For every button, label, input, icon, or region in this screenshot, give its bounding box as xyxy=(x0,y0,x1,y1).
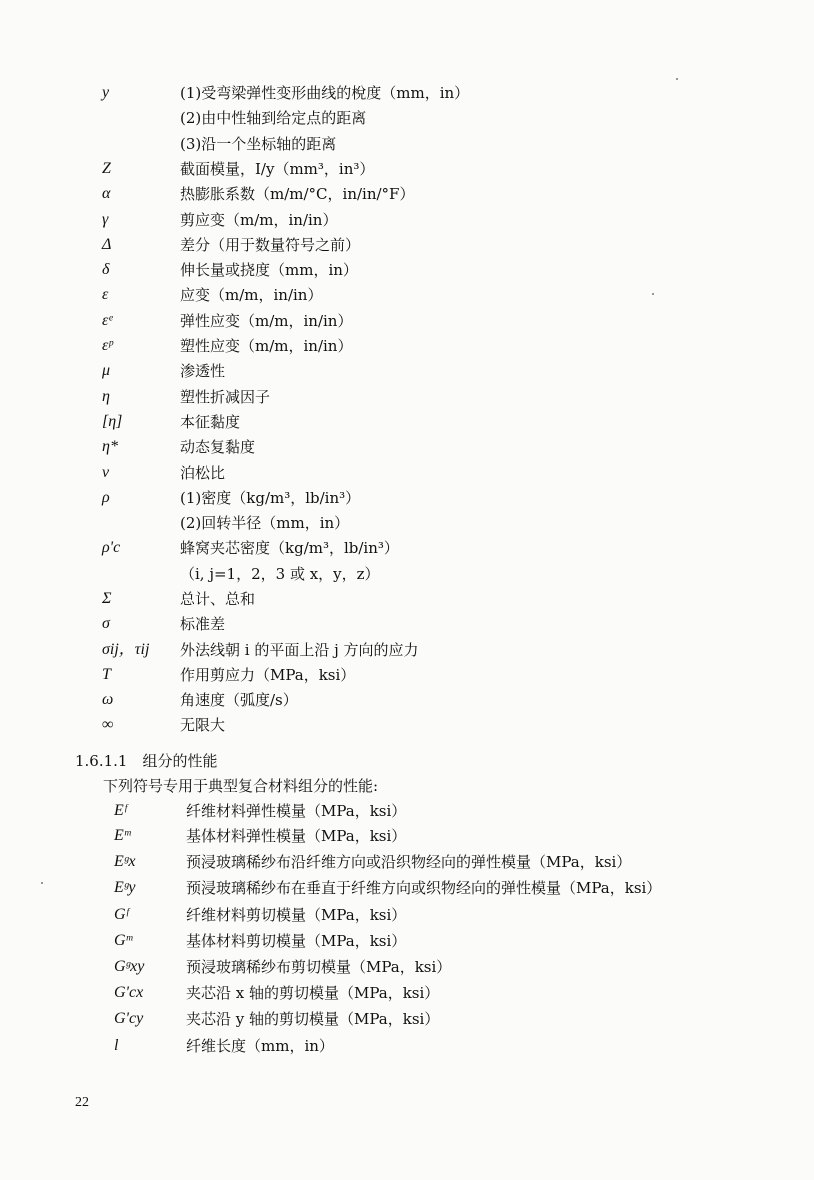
section-heading: 1.6.1.1 组分的性能 xyxy=(75,752,218,770)
symbol-description: 外法线朝 i 的平面上沿 j 方向的应力 xyxy=(180,641,419,659)
component-description: 基体材料剪切模量（MPa，ksi） xyxy=(186,932,407,950)
symbol-description: 泊松比 xyxy=(180,464,226,482)
page-number: 22 xyxy=(75,1095,89,1110)
symbol: Σ xyxy=(102,590,112,607)
component-symbol: Eᵍx xyxy=(114,853,136,870)
symbol: y xyxy=(102,84,110,101)
symbol: ν xyxy=(102,464,110,481)
component-description: 预浸玻璃稀纱布沿纤维方向或沿织物经向的弹性模量（MPa，ksi） xyxy=(186,853,632,871)
symbol-description: 作用剪应力（MPa，ksi） xyxy=(180,666,356,684)
component-symbol: Eᵐ xyxy=(114,827,131,844)
component-description: 预浸玻璃稀纱布剪切模量（MPa，ksi） xyxy=(186,958,452,976)
symbol: εᵉ xyxy=(102,312,113,329)
component-description: 夹芯沿 y 轴的剪切模量（MPa，ksi） xyxy=(186,1010,440,1028)
component-symbol: G'cx xyxy=(114,984,144,1001)
symbol: ω xyxy=(102,691,114,708)
symbol-description: 总计、总和 xyxy=(180,590,256,608)
symbol: [η] xyxy=(102,413,123,430)
component-symbol: G'cy xyxy=(114,1010,144,1027)
symbol-description: (2)由中性轴到给定点的距离 xyxy=(180,109,367,127)
symbol-description: 差分（用于数量符号之前） xyxy=(180,236,361,254)
symbol: ε xyxy=(102,286,109,303)
symbol-description: 角速度（弧度/s） xyxy=(180,691,298,709)
component-symbol: Gᵐ xyxy=(114,932,133,949)
symbol-description: （i, j=1，2，3 或 x，y，z） xyxy=(180,565,380,583)
symbol: δ xyxy=(102,261,110,278)
scan-speck xyxy=(41,882,43,884)
symbol-description: 弹性应变（m/m，in/in） xyxy=(180,312,353,330)
symbol-description: 本征黏度 xyxy=(180,413,241,431)
component-description: 预浸玻璃稀纱布在垂直于纤维方向或织物经向的弹性模量（MPa，ksi） xyxy=(186,879,662,897)
symbol: η* xyxy=(102,438,118,455)
symbol-description: 无限大 xyxy=(180,716,226,734)
symbol: σ xyxy=(102,615,110,632)
symbol-description: (1)密度（kg/m³，lb/in³） xyxy=(180,489,361,507)
component-symbol: Gᵍxy xyxy=(114,958,145,975)
symbol-description: 热膨胀系数（m/m/°C，in/in/°F） xyxy=(180,185,415,203)
symbol: εᵖ xyxy=(102,337,113,354)
symbol: ∞ xyxy=(102,716,114,733)
symbol: ρ'c xyxy=(102,539,121,556)
symbol-description: (3)沿一个坐标轴的距离 xyxy=(180,135,337,153)
symbol: σij，τij xyxy=(102,641,150,658)
symbol-description: 塑性折减因子 xyxy=(180,388,271,406)
symbol-description: (2)回转半径（mm，in） xyxy=(180,514,350,532)
symbol-description: 剪应变（m/m，in/in） xyxy=(180,211,338,229)
symbol: γ xyxy=(102,211,109,228)
component-symbol: l xyxy=(114,1037,119,1054)
section-intro: 下列符号专用于典型复合材料组分的性能: xyxy=(103,777,379,795)
component-description: 夹芯沿 x 轴的剪切模量（MPa，ksi） xyxy=(186,984,440,1002)
scan-speck xyxy=(652,293,654,295)
component-description: 纤维材料剪切模量（MPa，ksi） xyxy=(186,906,407,924)
component-symbol: Gᶠ xyxy=(114,906,129,923)
symbol: ρ xyxy=(102,489,110,506)
symbol: η xyxy=(102,388,110,405)
symbol-description: 塑性应变（m/m，in/in） xyxy=(180,337,353,355)
symbol: T xyxy=(102,666,111,683)
symbol-description: 伸长量或挠度（mm，in） xyxy=(180,261,358,279)
symbol: Z xyxy=(102,160,111,177)
symbol-description: 动态复黏度 xyxy=(180,438,256,456)
symbol-description: (1)受弯梁弹性变形曲线的梲度（mm，in） xyxy=(180,84,470,102)
symbol-description: 应变（m/m，in/in） xyxy=(180,286,323,304)
component-symbol: Eᶠ xyxy=(114,802,127,819)
symbol: α xyxy=(102,185,111,202)
symbol-description: 渗透性 xyxy=(180,362,226,380)
component-description: 基体材料弹性模量（MPa，ksi） xyxy=(186,827,407,845)
symbol-description: 蜂窝夹芯密度（kg/m³，lb/in³） xyxy=(180,539,399,557)
component-description: 纤维材料弹性模量（MPa，ksi） xyxy=(186,802,407,820)
symbol-description: 截面模量，I/y（mm³，in³） xyxy=(180,160,375,178)
component-symbol: Eᵍy xyxy=(114,879,136,896)
symbol: Δ xyxy=(102,236,112,253)
scan-speck xyxy=(676,78,678,80)
component-description: 纤维长度（mm，in） xyxy=(186,1037,334,1055)
symbol: μ xyxy=(102,362,111,379)
symbol-description: 标准差 xyxy=(180,615,226,633)
